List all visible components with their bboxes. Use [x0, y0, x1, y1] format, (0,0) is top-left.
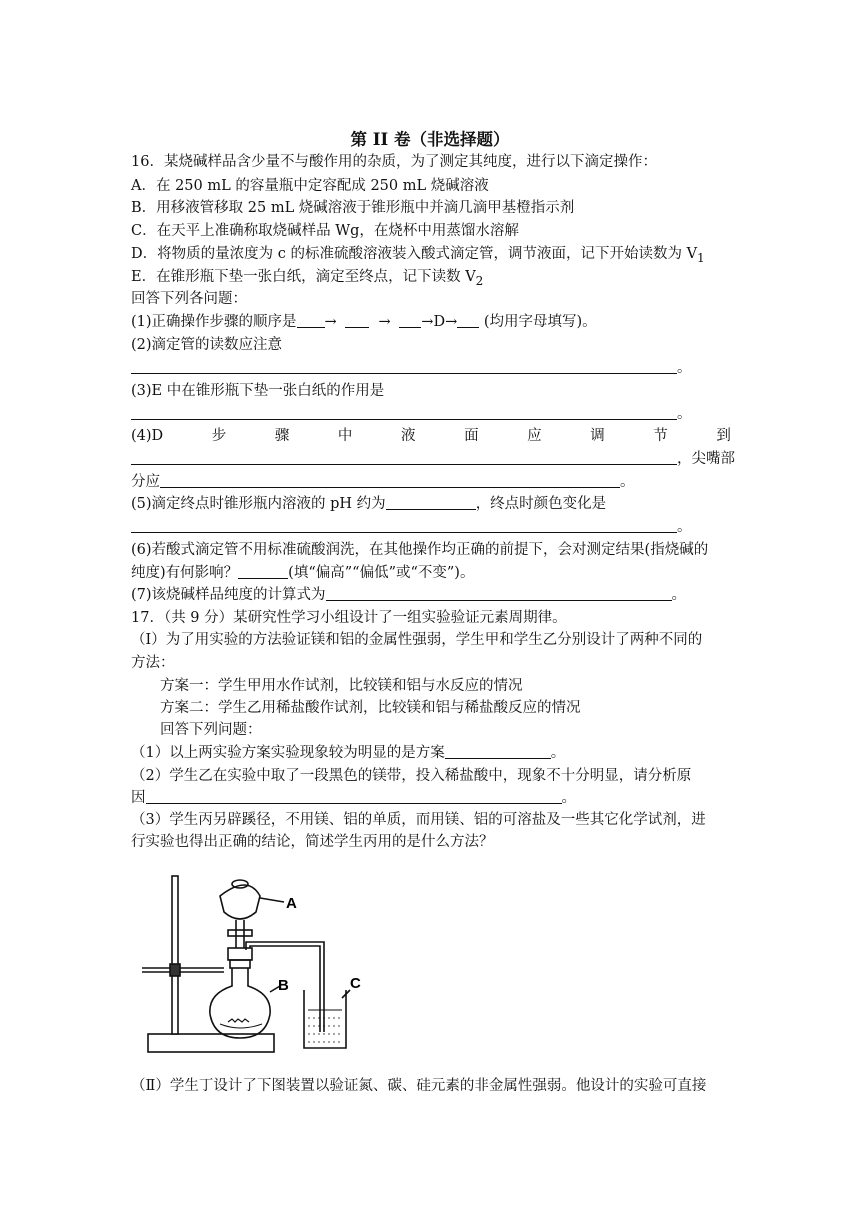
p4-blank-2[interactable]: [160, 473, 620, 488]
step-d-text: D．将物质的量浓度为 c 的标准硫酸溶液装入酸式滴定管，调节液面，记下开始读数为 V: [131, 246, 698, 262]
q16-step-c: C．在天平上准确称取烧碱样品 Wg，在烧杯中用蒸馏水溶解: [131, 223, 519, 239]
p6-text-b: 纯度)有何影响？: [131, 565, 239, 581]
q16-part4-answer: [131, 449, 735, 469]
p4-word: 应: [527, 428, 542, 444]
apparatus-figure: [128, 862, 361, 1062]
s2-blank[interactable]: [146, 789, 562, 804]
p4-word: 骤: [274, 428, 290, 444]
p4-word: 节: [653, 428, 668, 444]
q16-part6-b: [131, 563, 474, 583]
p4-word: 到: [716, 428, 731, 444]
p4-line3-text: 分应: [131, 474, 160, 490]
q16-part7: [131, 585, 686, 605]
stand-rod: [172, 876, 178, 1034]
p2-blank[interactable]: [131, 359, 677, 374]
p1-end: (均用字母填写)。: [483, 314, 597, 330]
p1-blank-4[interactable]: [457, 313, 479, 328]
s1-blank[interactable]: [445, 744, 551, 759]
label-b: B: [278, 977, 289, 994]
q17-stem: 17．（共 9 分）某研究性学习小组设计了一组实验验证元素周期律。: [131, 610, 567, 626]
p7-text: (7)该烧碱样品纯度的计算式为: [131, 587, 326, 603]
p2-period: 。: [677, 360, 692, 376]
q16-part2: (2)滴定管的读数应注意: [131, 337, 283, 353]
q16-part6-a: (6)若酸式滴定管不用标准硫酸润洗，在其他操作均正确的前提下，会对测定结果(指烧碱的: [131, 542, 709, 558]
q17-sub2-b: [131, 788, 576, 808]
p1-blank-1[interactable]: [297, 313, 325, 328]
q17-sub1: [131, 743, 565, 763]
label-a: A: [286, 895, 297, 912]
p5-text-b: ，终点时颜色变化是: [475, 496, 607, 512]
q17-answer-intro: 回答下列问题：: [160, 722, 262, 738]
q16-part4-line3: [131, 472, 635, 492]
p1-text: (1)正确操作步骤的顺序是: [131, 314, 297, 330]
step-e-text: E．在锥形瓶下垫一张白纸，滴定至终点，记下读数 V: [131, 269, 476, 285]
q17-plan1: 方案一：学生甲用水作试剂，比较镁和铝与水反应的情况: [160, 678, 523, 694]
p4-word: 中: [337, 428, 353, 444]
q16-step-a: A．在 250 mL 的容量瓶中定容配成 250 mL 烧碱溶液: [131, 178, 489, 194]
step-d-subscript: 1: [697, 250, 705, 265]
p4-word: 面: [464, 428, 479, 444]
p3-blank[interactable]: [131, 405, 677, 420]
label-c: C: [350, 975, 361, 992]
q17-sub2-a: （2）学生乙在实验中取了一段黑色的镁带，投入稀盐酸中，现象不十分明显，请分析原: [131, 768, 692, 784]
p7-blank[interactable]: [326, 586, 672, 601]
q17-part1-b: 方法：: [131, 655, 175, 671]
q16-part4: [131, 426, 731, 446]
q16-answer-intro: 回答下列各问题：: [131, 291, 247, 307]
p1-blank-3[interactable]: [399, 313, 421, 328]
p4-word: 步: [211, 428, 227, 444]
p1-arrow-2: →: [378, 314, 391, 330]
p4-word: 液: [400, 428, 416, 444]
separatory-funnel-a: [220, 885, 260, 919]
q17-part1-a: （Ⅰ）为了用实验的方法验证镁和铝的金属性强弱，学生甲和学生乙分别设计了两种不同的: [131, 632, 703, 648]
p4-tail: ，尖嘴部: [677, 451, 735, 467]
p5-blank-color[interactable]: [131, 518, 677, 533]
step-e-subscript: 2: [475, 273, 484, 288]
p1-blank-2[interactable]: [345, 313, 369, 328]
q17-plan2: 方案二：学生乙用稀盐酸作试剂，比较镁和铝与稀盐酸反应的情况: [160, 700, 581, 716]
p7-period: 。: [671, 587, 687, 603]
p4-period: 。: [620, 474, 635, 490]
q17-part2: （Ⅱ）学生丁设计了下图装置以验证氮、碳、硅元素的非金属性强弱。他设计的实验可直接: [131, 1078, 707, 1094]
q17-sub3-b: 行实验也得出正确的结论，简述学生丙用的是什么方法？: [131, 834, 494, 850]
p1-arrow-1: →: [324, 314, 337, 330]
stand-base: [148, 1034, 274, 1052]
s1-text: （1）以上两实验方案实验现象较为明显的是方案: [131, 745, 445, 761]
s2-period: 。: [561, 790, 576, 806]
p6-blank[interactable]: [238, 564, 288, 579]
s1-period: 。: [550, 745, 566, 761]
q16-stem: 16．某烧碱样品含少量不与酸作用的杂质，为了测定其纯度，进行以下滴定操作：: [131, 154, 657, 170]
q16-part5-answer: [131, 517, 692, 537]
p5-period: 。: [677, 519, 692, 535]
q17-sub3-a: （3）学生丙另辟蹊径，不用镁、铝的单质，而用镁、铝的可溶盐及一些其它化学试剂，进: [131, 812, 706, 828]
q16-step-b: B．用移液管移取 25 mL 烧碱溶液于锥形瓶中并滴几滴甲基橙指示剂: [131, 200, 575, 216]
q16-part2-answer: [131, 358, 692, 378]
p6-text-c: (填“偏高”“偏低”或“不变”)。: [288, 565, 475, 581]
p4-blank-1[interactable]: [131, 450, 677, 465]
q16-part5: [131, 494, 606, 514]
p5-text-a: (5)滴定终点时锥形瓶内溶液的 pH 约为: [131, 496, 386, 512]
p3-period: 。: [677, 406, 692, 422]
q16-step-e: [131, 267, 483, 291]
q16-step-d: [131, 244, 705, 268]
beaker-c: [304, 990, 346, 1048]
p5-blank-ph[interactable]: [386, 495, 476, 510]
q16-part3: (3)E 中在锥形瓶下垫一张白纸的作用是: [131, 383, 385, 399]
p4-word: (4)D: [131, 428, 164, 444]
s2-text-b: 因: [131, 790, 146, 806]
q16-part1: [131, 312, 597, 332]
q16-part3-answer: [131, 404, 692, 424]
section-title: 第 II 卷（非选择题）: [350, 130, 510, 149]
p4-word: 调: [590, 428, 605, 444]
p1-arrow-d: →D→: [421, 314, 458, 330]
